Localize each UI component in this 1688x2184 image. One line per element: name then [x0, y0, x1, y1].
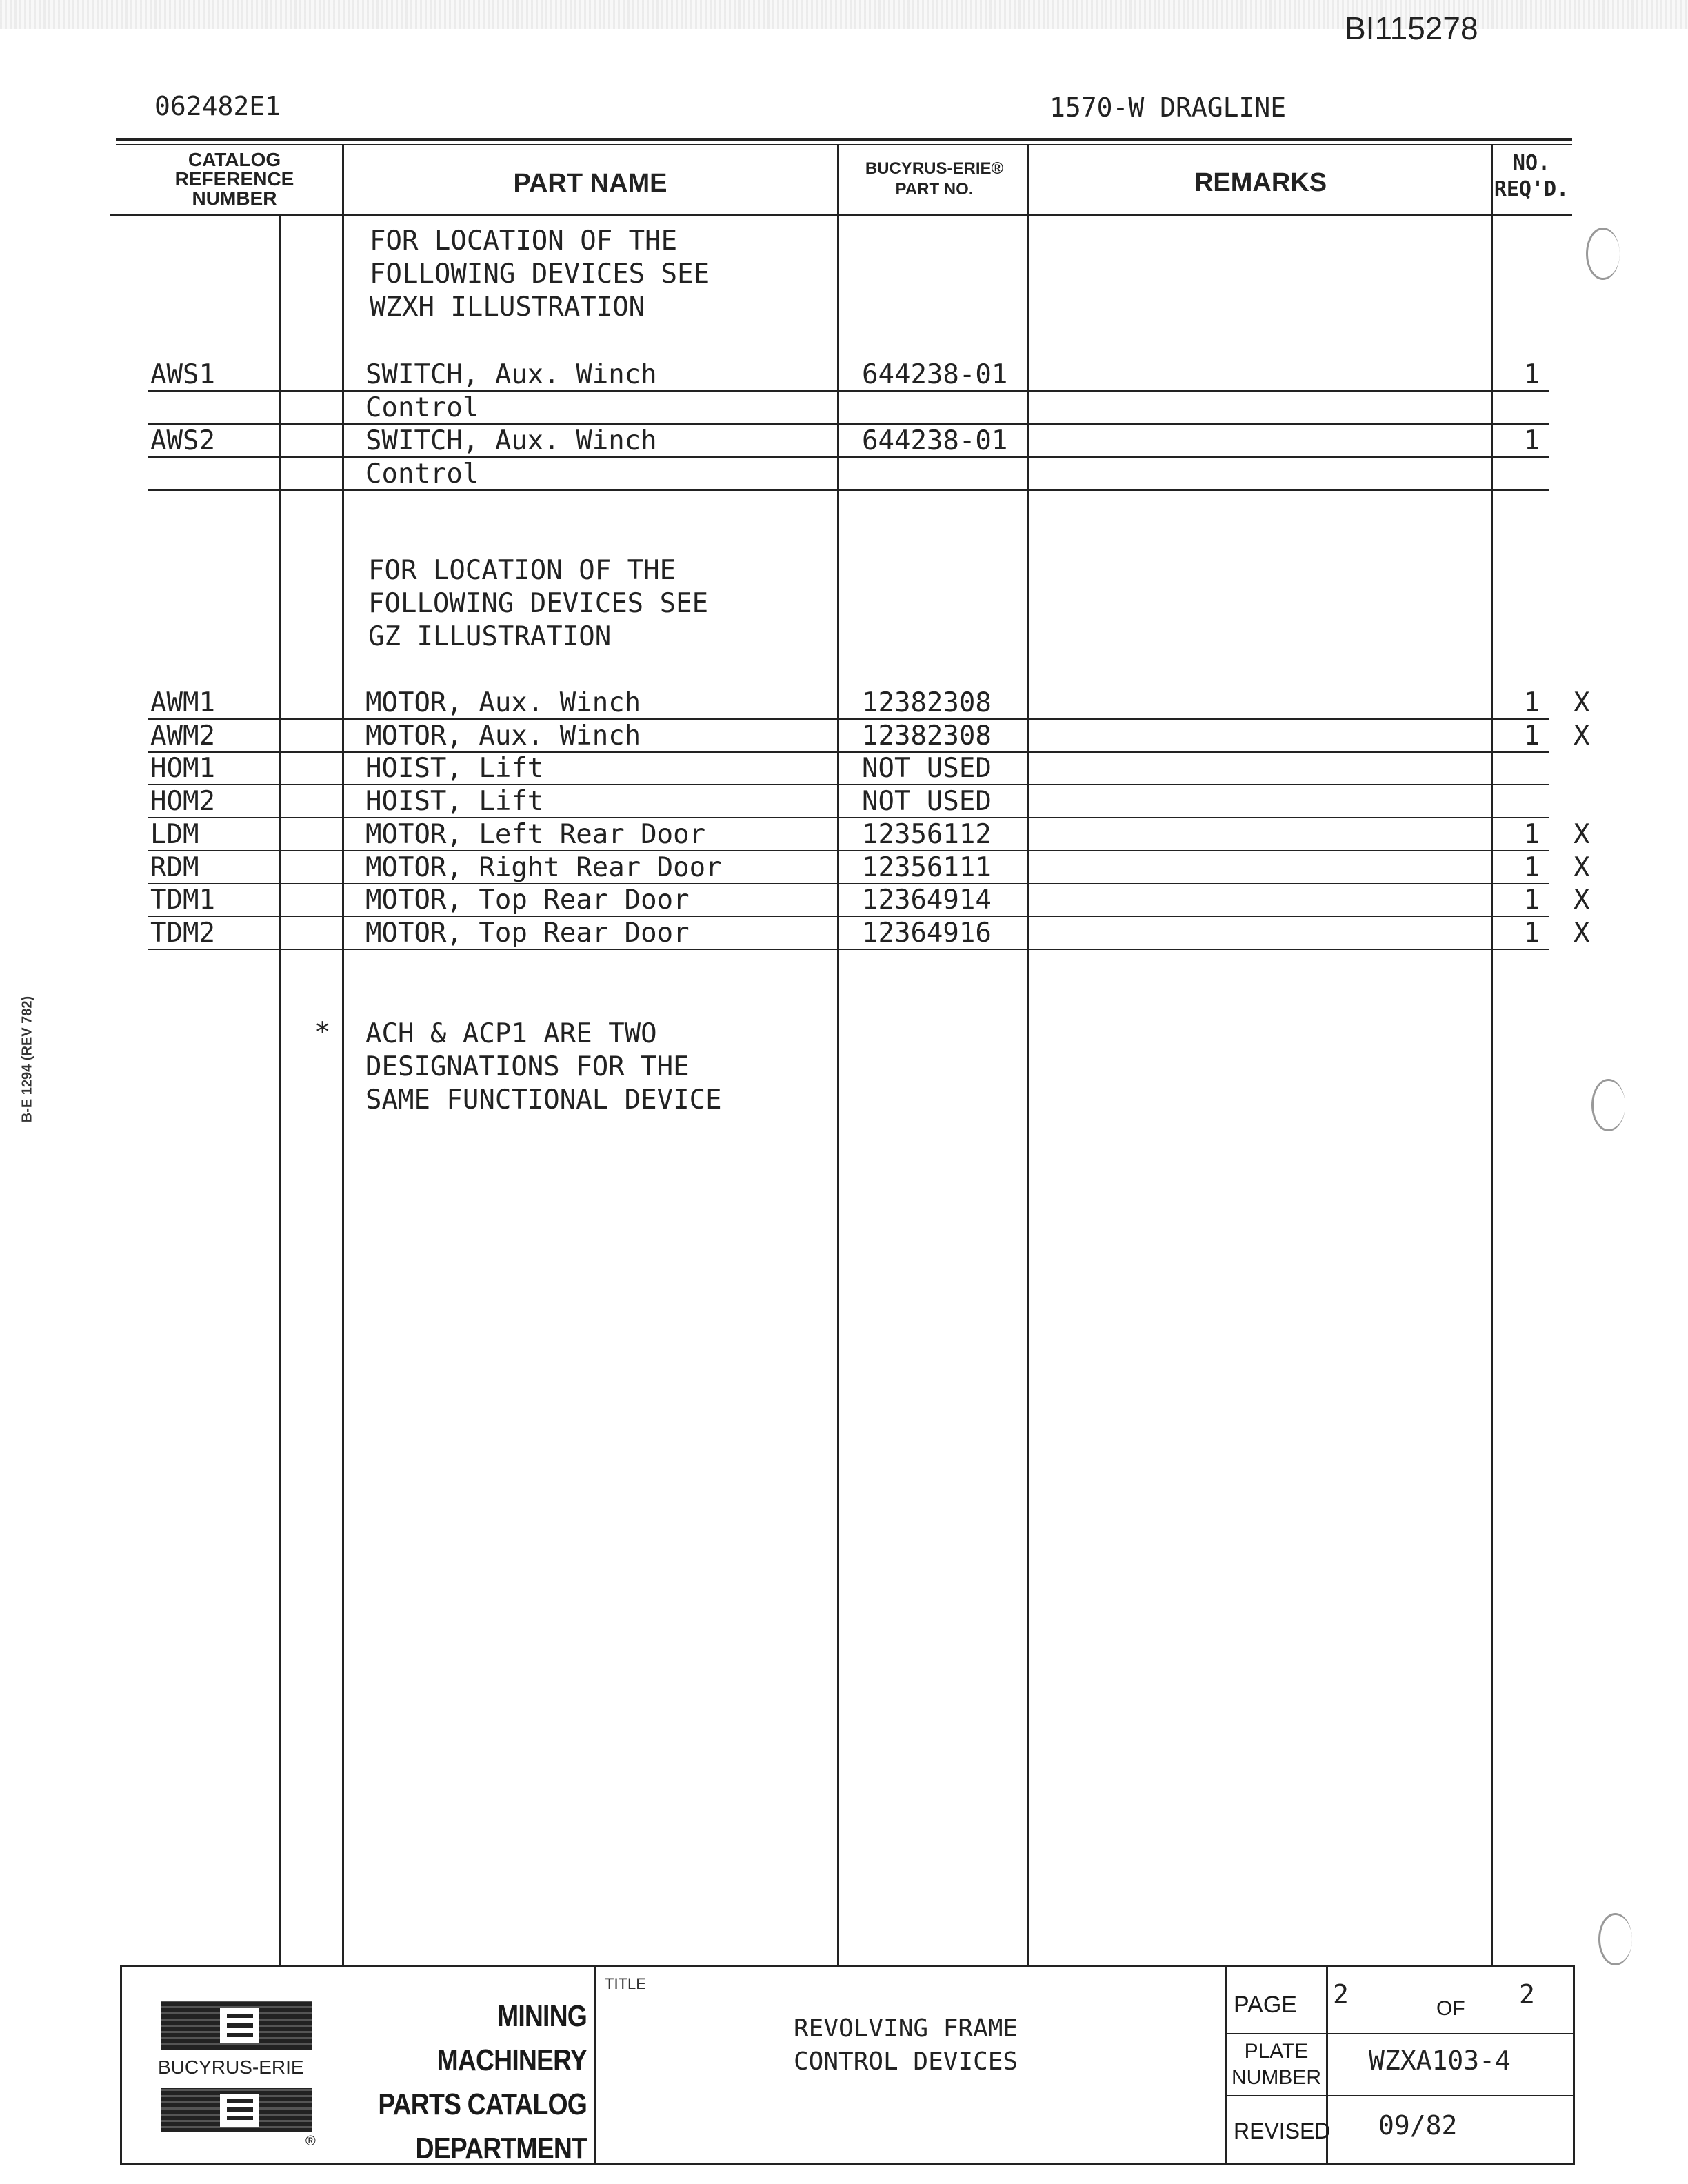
department-line: PARTS CATALOG	[378, 2087, 587, 2121]
part-number-cell: 12364914	[862, 884, 992, 916]
part-number-cell: NOT USED	[862, 786, 992, 818]
logo-e-mark-lower	[220, 2094, 259, 2127]
mark-cell: X	[1574, 884, 1590, 916]
part-number-cell: 644238-01	[862, 425, 1008, 456]
row-underline	[148, 949, 1549, 950]
catalog-ref-cell: TDM1	[150, 884, 215, 916]
row-underline	[148, 883, 1549, 884]
form-number-stamp: B-E 1294 (REV 782)	[19, 995, 35, 1123]
table-top-border-2	[116, 144, 1572, 145]
col-divider-ref-spacer	[279, 216, 281, 1965]
quantity-cell: 1	[1524, 917, 1540, 949]
catalog-ref-cell: AWM1	[150, 687, 215, 718]
row-underline	[148, 751, 1549, 753]
bucyrus-erie-logo	[158, 1999, 319, 2149]
footnote-line: DESIGNATIONS FOR THE	[365, 1051, 690, 1082]
part-name-cell: MOTOR, Right Rear Door	[365, 851, 722, 883]
note-line: FOR LOCATION OF THE	[370, 225, 678, 256]
mark-cell: X	[1574, 917, 1590, 949]
location-note-wzxh	[370, 225, 710, 324]
plate-number: WZXA103-4	[1369, 2045, 1511, 2076]
reference-code: 062482E1	[154, 91, 281, 121]
part-name-cell: Control	[365, 458, 479, 489]
catalog-ref-cell: LDM	[150, 818, 199, 850]
part-name-cell: SWITCH, Aux. Winch	[365, 359, 657, 390]
department-line: DEPARTMENT	[415, 2132, 587, 2165]
mark-cell: X	[1574, 720, 1590, 751]
page-of-label: OF	[1436, 1997, 1465, 2020]
catalog-ref-header-text: CATALOG REFERENCE NUMBER	[174, 149, 294, 209]
table-header-bottom	[110, 214, 1572, 216]
col-divider-remarks	[1027, 145, 1029, 1965]
part-name-cell: MOTOR, Left Rear Door	[365, 818, 706, 850]
logo-brand-text: BUCYRUS-ERIE	[158, 2056, 304, 2078]
department-name	[362, 1994, 587, 2171]
note-line: FOLLOWING DEVICES SEE	[368, 588, 709, 619]
table-top-border	[116, 138, 1572, 141]
quantity-cell: 1	[1524, 818, 1540, 850]
note-line: WZXH ILLUSTRATION	[370, 292, 645, 323]
logo-e-mark	[220, 2008, 259, 2043]
part-name-header: PART NAME	[513, 169, 667, 198]
note-line: FOR LOCATION OF THE	[368, 555, 676, 586]
footnote-line: SAME FUNCTIONAL DEVICE	[365, 1084, 722, 1115]
title-block-row-divider-1	[1225, 2033, 1573, 2034]
catalog-ref-cell: AWM2	[150, 720, 215, 751]
revised-label: REVISED	[1234, 2119, 1331, 2143]
mark-cell: X	[1574, 851, 1590, 883]
title-line: CONTROL DEVICES	[794, 2048, 1018, 2076]
registered-mark: ®	[305, 2134, 316, 2149]
col-divider-partno	[837, 145, 839, 1965]
designation-footnote	[365, 1018, 722, 1117]
catalog-ref-cell: HOM1	[150, 753, 215, 785]
title-block-divider-1	[594, 1967, 596, 2163]
page-number: 2	[1333, 1979, 1349, 2010]
mark-cell: X	[1574, 818, 1590, 850]
location-note-gz	[368, 554, 708, 654]
part-number-cell: 12356112	[862, 818, 992, 850]
catalog-ref-cell: HOM2	[150, 786, 215, 818]
document-title	[794, 2012, 1018, 2079]
title-block-divider-2	[1225, 1967, 1227, 2163]
binder-hole-top	[1586, 228, 1620, 280]
part-name-cell: Control	[365, 392, 479, 423]
catalog-ref-cell: RDM	[150, 851, 199, 883]
plate-label: PLATE NUMBER	[1231, 2040, 1321, 2089]
part-name-cell: MOTOR, Top Rear Door	[365, 917, 690, 949]
row-underline	[148, 390, 1549, 392]
part-name-cell: SWITCH, Aux. Winch	[365, 425, 657, 456]
title-block	[120, 1965, 1575, 2165]
quantity-cell: 1	[1524, 720, 1540, 751]
footnote-marker: *	[314, 1017, 331, 1048]
catalog-ref-cell: TDM2	[150, 917, 215, 949]
quantity-cell: 1	[1524, 687, 1540, 718]
quantity-cell: 1	[1524, 359, 1540, 390]
quantity-cell: 1	[1524, 851, 1540, 883]
row-underline	[148, 423, 1549, 425]
row-underline	[148, 784, 1549, 785]
catalog-ref-cell: AWS2	[150, 425, 215, 456]
note-line: FOLLOWING DEVICES SEE	[370, 259, 710, 290]
remarks-header: REMARKS	[1194, 168, 1327, 197]
col-divider-qty	[1491, 145, 1493, 1965]
machine-title: 1570-W DRAGLINE	[1049, 92, 1287, 123]
part-name-cell: MOTOR, Top Rear Door	[365, 884, 690, 916]
binder-hole-middle	[1591, 1079, 1625, 1131]
page-label: PAGE	[1234, 1992, 1297, 2018]
mark-cell: X	[1574, 687, 1590, 718]
title-block-row-divider-2	[1225, 2095, 1573, 2096]
quantity-cell: 1	[1524, 884, 1540, 916]
row-underline	[148, 718, 1549, 720]
quantity-cell: 1	[1524, 425, 1540, 456]
part-number-cell: 12356111	[862, 851, 992, 883]
row-underline	[148, 916, 1549, 917]
row-underline	[148, 456, 1549, 458]
part-number-cell: 12382308	[862, 687, 992, 718]
part-number-cell: 644238-01	[862, 359, 1008, 390]
part-name-cell: HOIST, Lift	[365, 753, 544, 785]
binder-hole-bottom	[1598, 1913, 1632, 1965]
department-line: MINING MACHINERY	[436, 1999, 587, 2077]
note-line: GZ ILLUSTRATION	[368, 621, 612, 652]
title-label: TITLE	[605, 1975, 646, 1992]
title-line: REVOLVING FRAME	[794, 2014, 1018, 2043]
revised-date: 09/82	[1378, 2110, 1458, 2141]
part-number-cell: 12364916	[862, 917, 992, 949]
row-underline	[148, 817, 1549, 818]
part-name-cell: MOTOR, Aux. Winch	[365, 687, 641, 718]
part-no-header: BUCYRUS-ERIE® PART NO.	[865, 159, 1004, 199]
col-divider-partname	[342, 145, 344, 1965]
page-total: 2	[1519, 1979, 1535, 2010]
part-name-cell: MOTOR, Aux. Winch	[365, 720, 641, 751]
row-underline	[148, 850, 1549, 851]
row-underline	[148, 489, 1549, 491]
part-name-cell: HOIST, Lift	[365, 786, 544, 818]
footnote-line: ACH & ACP1 ARE TWO	[365, 1018, 657, 1049]
document-id: BI115278	[1345, 10, 1478, 46]
catalog-ref-cell: AWS1	[150, 359, 215, 390]
part-number-cell: 12382308	[862, 720, 992, 751]
catalog-ref-header	[145, 150, 324, 208]
part-number-cell: NOT USED	[862, 753, 992, 785]
qty-header: NO. REQ'D.	[1494, 151, 1569, 201]
